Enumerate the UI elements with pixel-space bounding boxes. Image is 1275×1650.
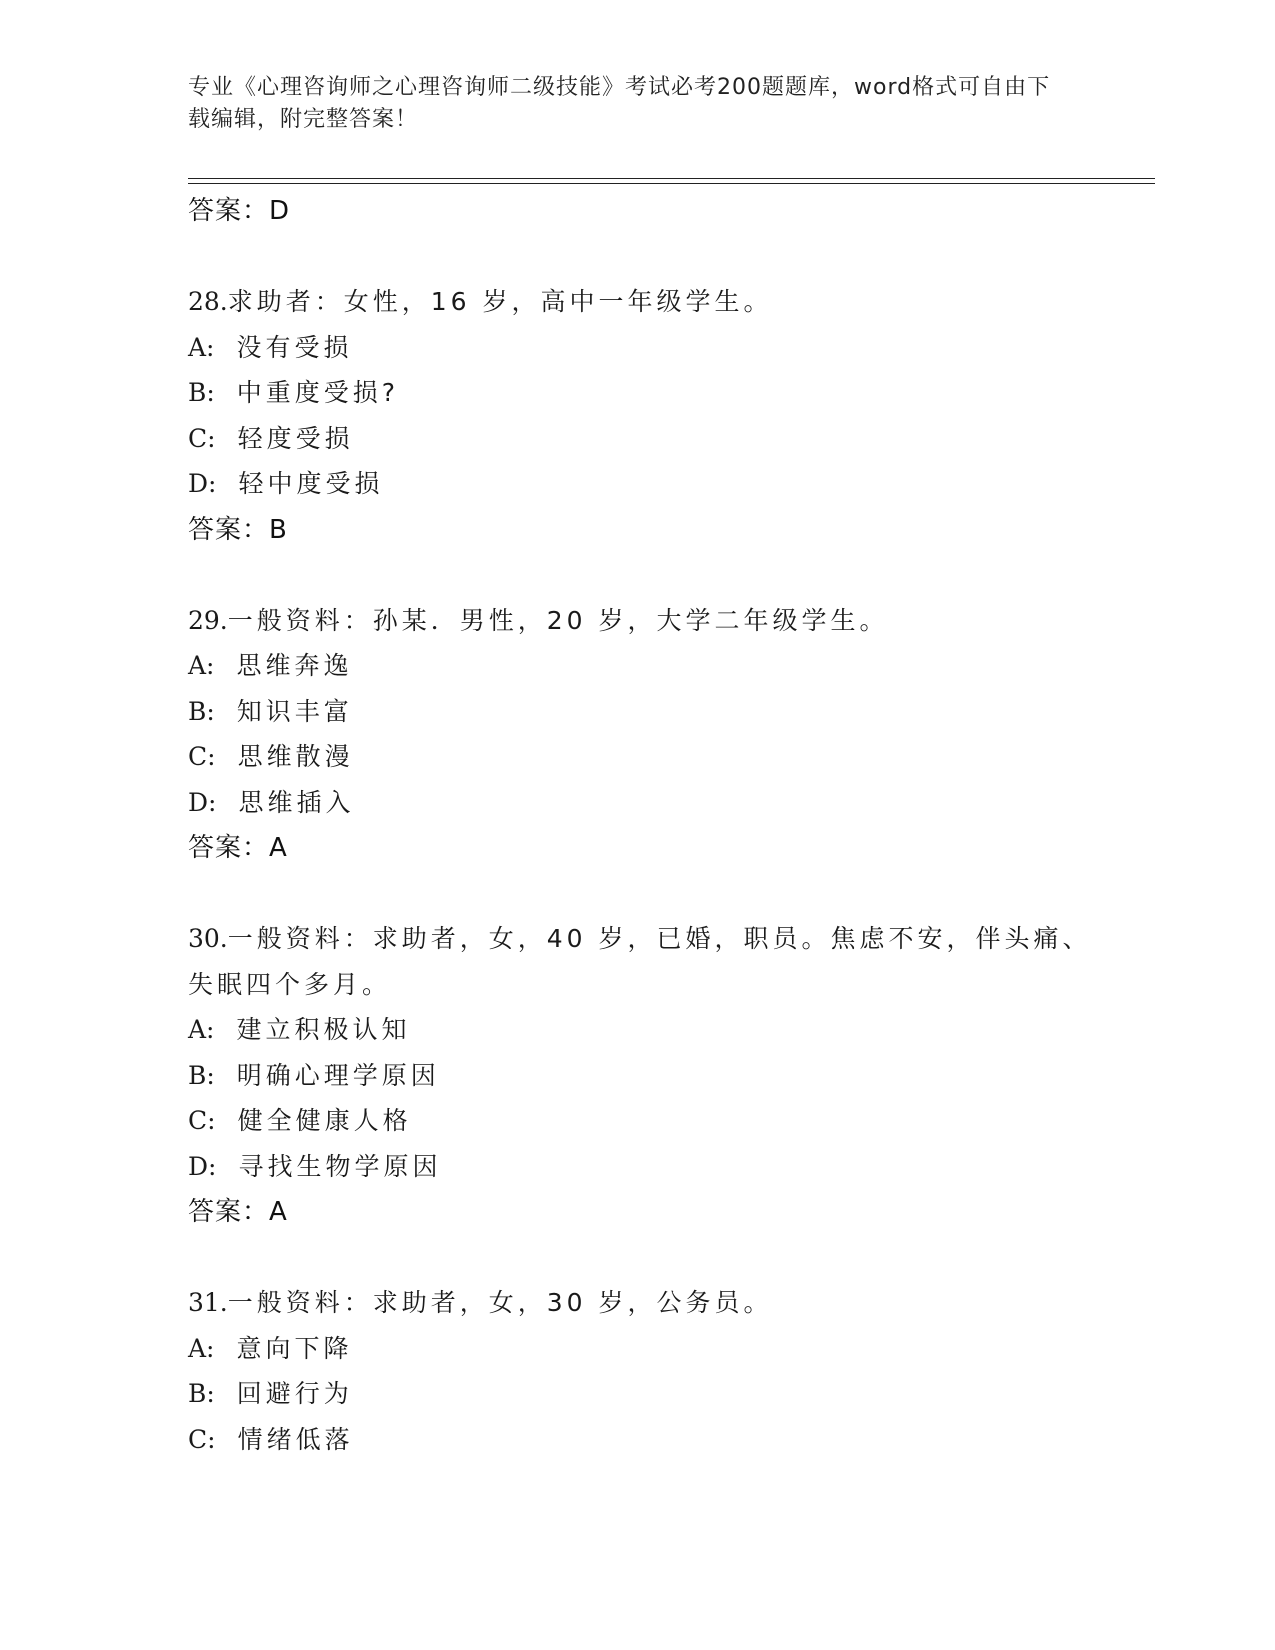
option-letter: A: [188, 332, 215, 362]
option-d [188, 780, 1088, 826]
option-a [188, 325, 1088, 371]
question-list [188, 188, 1092, 1462]
question-number: 28. [188, 287, 228, 316]
option-letter: B: [188, 1379, 215, 1408]
option-letter: A: [188, 1333, 215, 1363]
option-a [188, 1007, 1088, 1053]
option-text: 寻找生物学原因 [238, 1151, 442, 1181]
question-stem [188, 279, 1088, 325]
option-letter: A: [188, 1015, 215, 1044]
option-letter: D: [188, 469, 217, 498]
option-text: 意向下降 [236, 1333, 353, 1363]
option-letter: A: [188, 651, 215, 680]
option-letter: D: [188, 1151, 217, 1181]
option-b [188, 1053, 1088, 1099]
question-29 [188, 598, 1088, 872]
answer-line: 答案：D [188, 196, 291, 226]
answer-line: 答案：A [188, 1197, 288, 1227]
question-number: 29. [188, 605, 228, 635]
answer-line: 答案：A [188, 833, 288, 863]
question-28 [188, 279, 1088, 553]
option-letter: C: [188, 423, 216, 453]
option-text: 思维插入 [238, 787, 355, 817]
option-letter: C: [188, 1106, 216, 1135]
option-c [188, 1098, 1088, 1144]
option-a [188, 643, 1088, 689]
option-letter: B: [188, 696, 215, 726]
option-d [188, 1144, 1088, 1190]
option-text: 建立积极认知 [236, 1015, 411, 1044]
option-letter: D: [188, 787, 217, 817]
answer-line: 答案：B [188, 514, 288, 545]
option-text: 明确心理学原因 [236, 1060, 440, 1090]
header-rule-top [188, 178, 1155, 179]
document-header: 专业《心理咨询师之心理咨询师二级技能》考试必考200题题库，word格式可自由下载编辑，附完整答案！ [188, 75, 1051, 132]
option-letter: C: [188, 1424, 216, 1454]
option-text: 中重度受损? [236, 378, 400, 407]
question-stem [188, 916, 1092, 962]
option-b [188, 370, 1088, 416]
option-letter: B: [188, 1060, 215, 1090]
option-letter: B: [188, 378, 215, 407]
option-text: 回避行为 [236, 1379, 353, 1408]
option-text: 轻中度受损 [238, 469, 384, 498]
option-text: 思维奔逸 [236, 651, 353, 680]
option-text: 健全健康人格 [237, 1106, 412, 1135]
option-text: 情绪低落 [237, 1424, 354, 1454]
option-a [188, 1326, 1088, 1372]
option-letter: C: [188, 742, 216, 771]
question-number: 30. [188, 924, 228, 953]
header-rule-bottom [188, 183, 1155, 184]
option-c [188, 416, 1088, 462]
option-d [188, 461, 1088, 507]
question-stem-text: 求助者：女性，16 岁，高中一年级学生。 [227, 287, 773, 316]
question-stem-text: 一般资料：求助者，女，30 岁，公务员。 [227, 1288, 773, 1317]
option-text: 思维散漫 [237, 742, 354, 771]
option-text: 没有受损 [236, 332, 353, 362]
question-stem [188, 598, 1088, 644]
question-stem [188, 1280, 1088, 1326]
option-c [188, 734, 1088, 780]
question-30 [188, 916, 1092, 1235]
option-b [188, 1371, 1088, 1417]
question-stem-continuation: 失眠四个多月。 [188, 969, 392, 999]
option-text: 知识丰富 [236, 696, 353, 726]
option-c [188, 1417, 1088, 1463]
question-stem-text: 一般资料：求助者，女，40 岁，已婚，职员。焦虑不安，伴头痛、 [227, 924, 1092, 953]
question-31 [188, 1280, 1088, 1462]
option-text: 轻度受损 [237, 423, 354, 453]
question-stem-text: 一般资料：孙某．男性，20 岁，大学二年级学生。 [227, 605, 889, 635]
option-b [188, 689, 1088, 735]
question-number: 31. [188, 1288, 228, 1317]
